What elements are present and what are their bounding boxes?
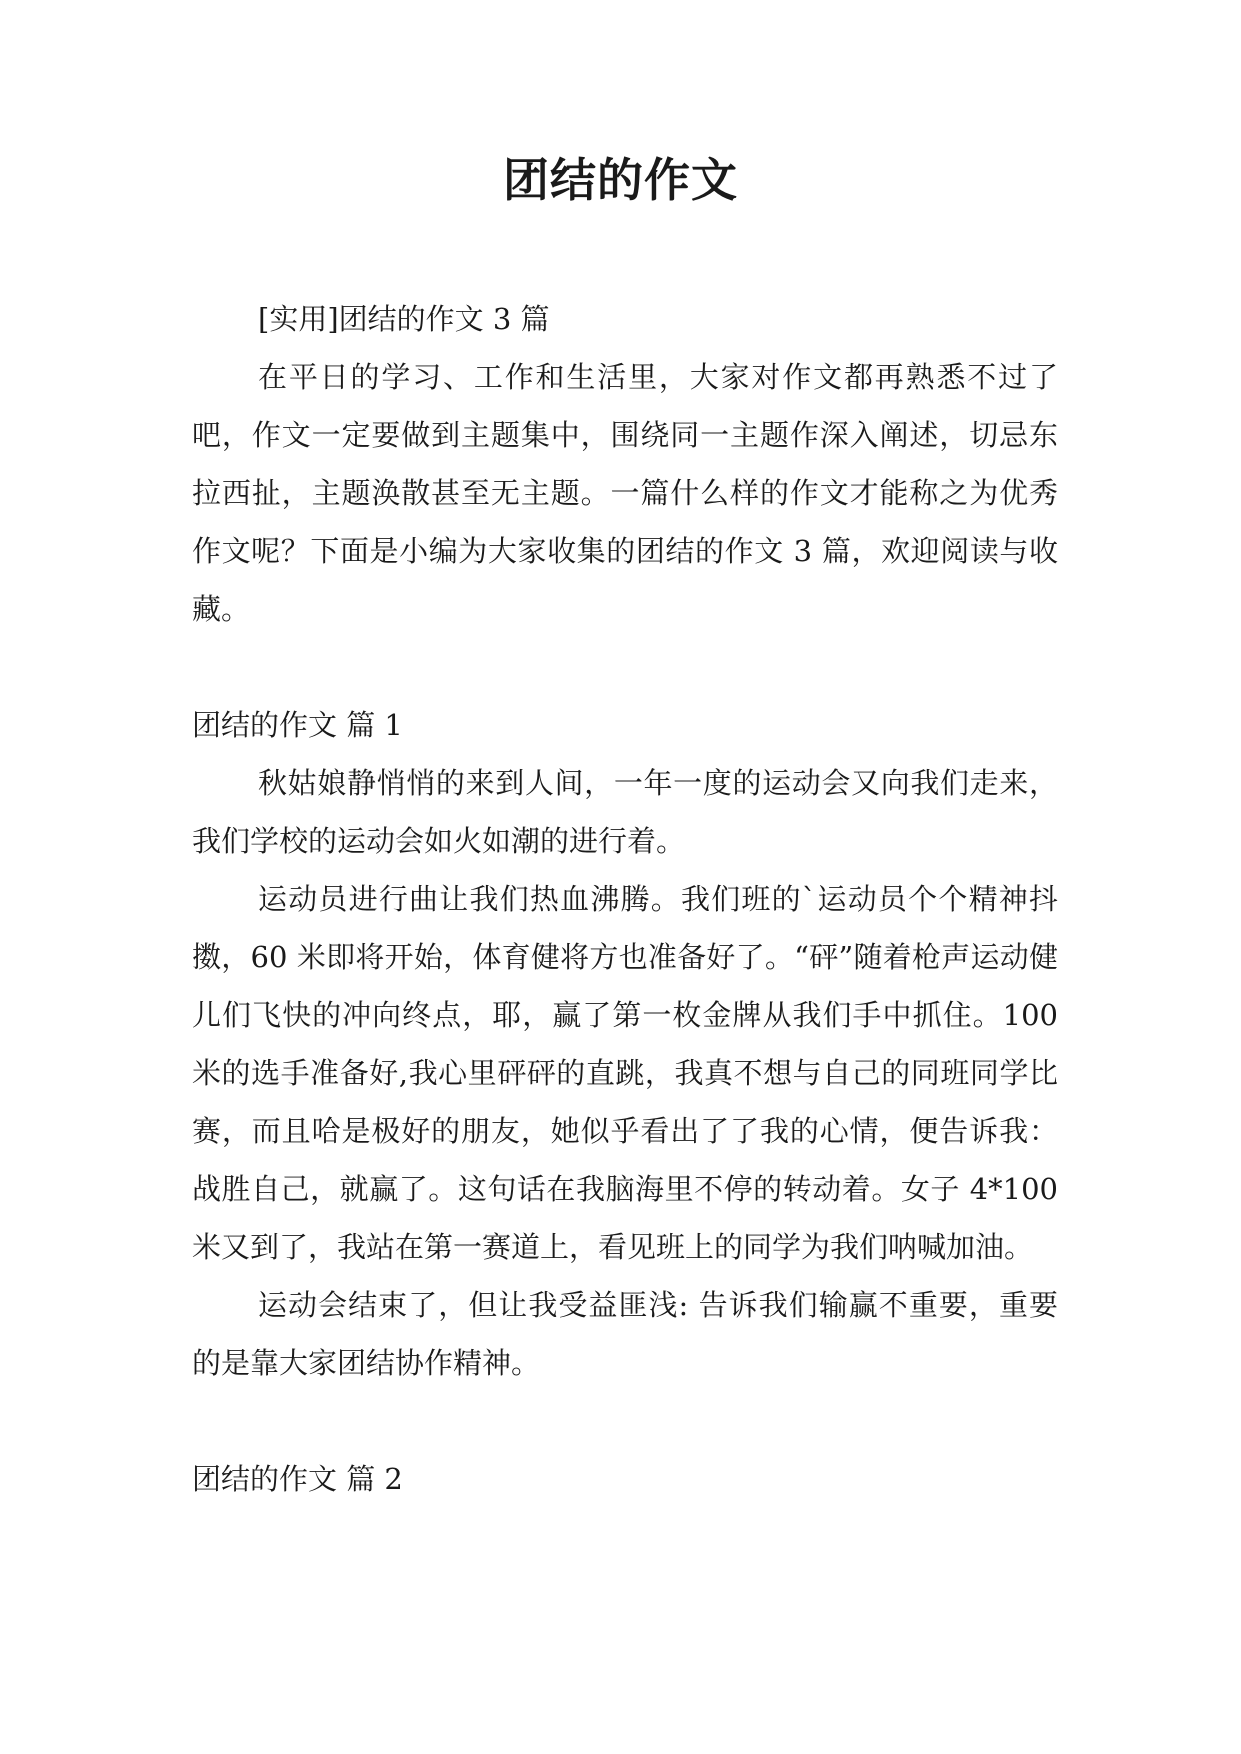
document-subtitle: [实用]团结的作文 3 篇 <box>258 302 550 336</box>
intro-paragraph: 在平日的学习、工作和生活里，大家对作文都再熟悉不过了吧，作文一定要做到主题集中，围绕同一主题作深入阐述，切忌东拉西扯，主题涣散甚至无主题。一篇什么样的作文才能称之为优秀作文呢？下面是小编为大家收集的团结的作文 3 篇，欢迎阅读与收藏。 <box>192 360 1058 626</box>
section-1-paragraph-1: 秋姑娘静悄悄的来到人间，一年一度的运动会又向我们走来，我们学校的运动会如火如潮的进行着。 <box>192 766 1058 858</box>
section-1-paragraph-3: 运动会结束了，但让我受益匪浅: 告诉我们输赢不重要，重要的是靠大家团结协作精神。 <box>192 1288 1058 1380</box>
document-title: 团结的作文 <box>503 153 738 207</box>
section-1-heading: 团结的作文 篇 1 <box>192 708 403 742</box>
section-2-heading: 团结的作文 篇 2 <box>192 1462 403 1496</box>
document-body <box>192 290 1058 1508</box>
section-spacer <box>192 1392 1058 1450</box>
section-spacer <box>192 638 1058 696</box>
section-1-paragraph-2: 运动员进行曲让我们热血沸腾。我们班的`运动员个个精神抖擞，60 米即将开始，体育健将方也准备好了。“砰”随着枪声运动健儿们飞快的冲向终点，耶，赢了第一枚金牌从我们手中抓住。100 米的选手准备好,我心里砰砰的直跳，我真不想与自己的同班同学比赛，而且哈是极好的朋友，她似乎看出了了我的心情，便告诉我：战胜自己，就赢了。这句话在我脑海里不停的转动着。女子 4*100 米又到了，我站在第一赛道上，看见班上的同学为我们呐喊加油。 <box>192 882 1058 1264</box>
